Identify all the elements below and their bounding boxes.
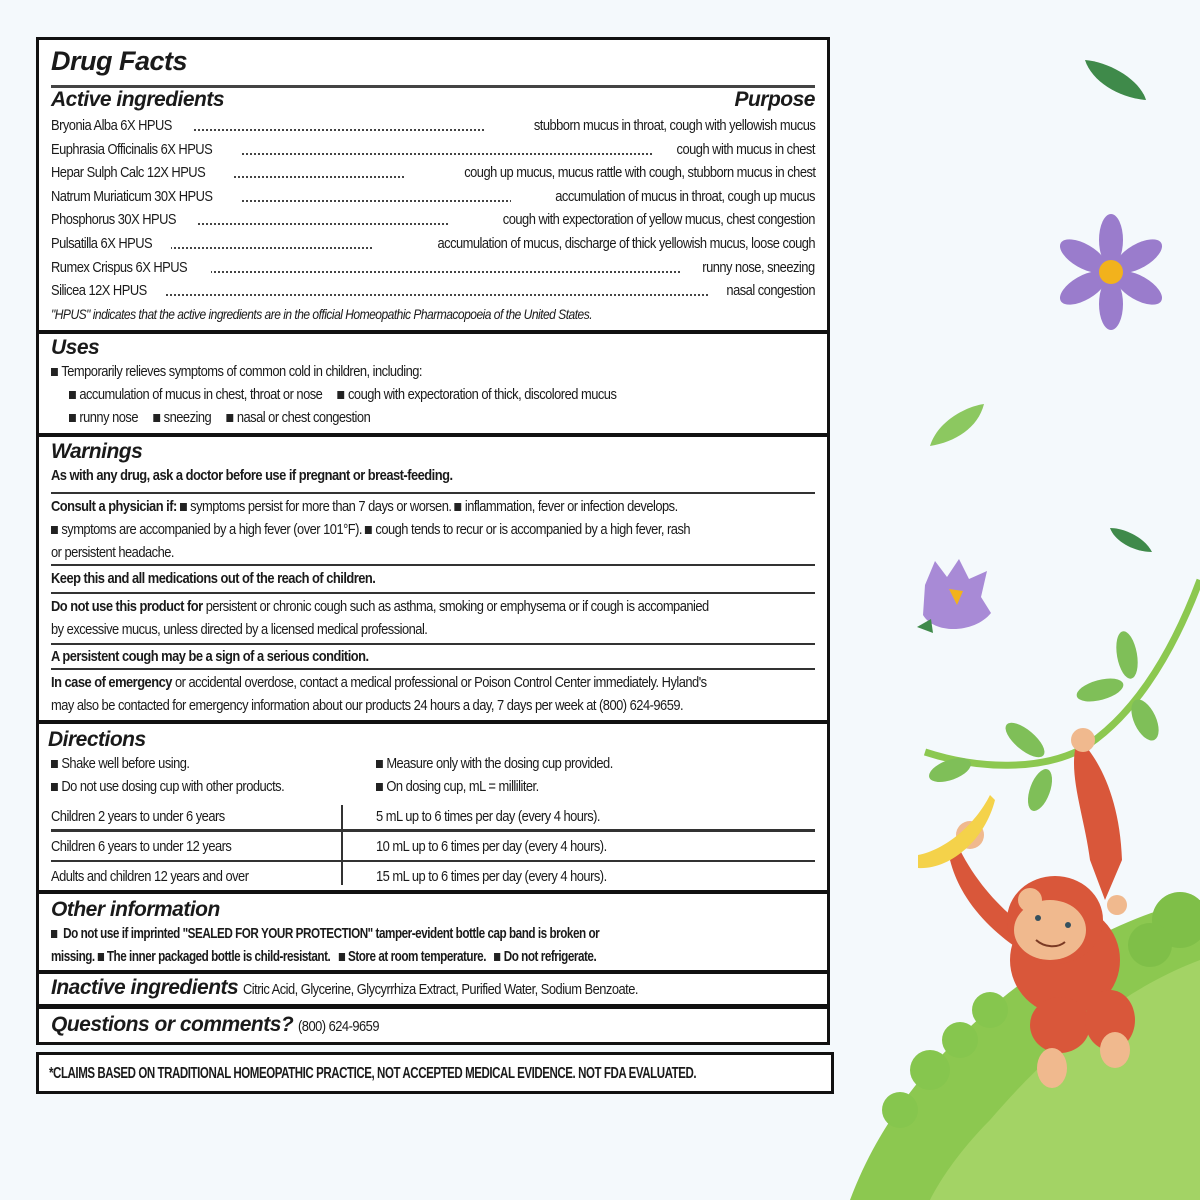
active-ingredients-section bbox=[39, 88, 827, 326]
do-not-use-label: Do not use this product for bbox=[51, 598, 203, 615]
ingredient-row bbox=[51, 185, 815, 209]
ingredient-purpose: runny nose, sneezing bbox=[682, 256, 815, 279]
keep-away-warning: Keep this and all medications out of the reach of children. bbox=[51, 570, 376, 587]
bullet-icon bbox=[376, 783, 383, 791]
flower-bud-icon bbox=[917, 559, 991, 633]
section-divider bbox=[39, 330, 827, 334]
uses-row-1 bbox=[51, 383, 815, 406]
uses-item: accumulation of mucus in chest, throat or nose bbox=[79, 386, 323, 403]
ingredient-row bbox=[51, 256, 815, 280]
emergency-block: In case of emergency or accidental overdose, contact a medical professional or Poison Control Center immediately. Hyland's may also be contacted for emergency information about our products 24 hours a day, 7 days per week at (800) 624-9659. bbox=[51, 674, 707, 714]
uses-heading: Uses bbox=[51, 336, 100, 359]
purpose-heading: Purpose bbox=[734, 88, 815, 111]
uses-item: sneezing bbox=[163, 409, 212, 426]
hpus-footnote: "HPUS" indicates that the active ingredients are in the official Homeopathic Pharmacopoeia of the United States. bbox=[51, 305, 593, 322]
uses-intro: Temporarily relieves symptoms of common cold in children, including: bbox=[51, 360, 815, 383]
bullet-icon bbox=[339, 953, 345, 961]
ingredient-purpose: cough with expectoration of yellow mucus, chest congestion bbox=[450, 208, 815, 231]
section-divider bbox=[39, 890, 827, 894]
bullet-icon bbox=[69, 391, 76, 399]
warning-divider bbox=[51, 564, 815, 566]
disclaimer-box bbox=[36, 1052, 834, 1094]
dosing-row: Adults and children 12 years and over 15 mL up to 6 times per day (every 4 hours). bbox=[51, 868, 607, 885]
other-information-section: Other information Do not use if imprinted "SEALED FOR YOUR PROTECTION" tamper-evident bottle cap band is broken or missing. The inner packaged bottle is child-resistant. Store at room temperature. Do not refrigerate. bbox=[39, 898, 827, 968]
do-not-use-block: Do not use this product for persistent or chronic cough such as asthma, smoking or emphysema or if cough is accompanied by excessive mucus, unless directed by a licensed medical professional. bbox=[51, 598, 709, 638]
questions-heading: Questions or comments? bbox=[51, 1013, 294, 1036]
bullet-icon bbox=[494, 953, 500, 961]
warning-divider bbox=[51, 592, 815, 594]
uses-item: nasal or chest congestion bbox=[236, 409, 371, 426]
warnings-heading: Warnings bbox=[51, 440, 143, 463]
ingredient-purpose: cough with mucus in chest bbox=[652, 138, 815, 161]
drug-facts-title: Drug Facts bbox=[51, 46, 188, 76]
leader-dots bbox=[51, 294, 815, 296]
dosing-divider bbox=[51, 829, 815, 832]
consult-label: Consult a physician if: bbox=[51, 498, 177, 515]
ingredient-name: Natrum Muriaticum 30X HPUS bbox=[51, 185, 241, 208]
leaf-icon bbox=[930, 404, 984, 446]
bullet-icon bbox=[338, 391, 345, 399]
disclaimer-text: *CLAIMS BASED ON TRADITIONAL HOMEOPATHIC PRACTICE, NOT ACCEPTED MEDICAL EVIDENCE. NOT FDA EVALUATED. bbox=[49, 1065, 697, 1082]
flower-icon bbox=[1055, 214, 1167, 330]
ingredient-row bbox=[51, 208, 815, 232]
persistent-cough-block bbox=[39, 645, 827, 668]
dosing-row: Children 6 years to under 12 years 10 mL up to 6 times per day (every 4 hours). bbox=[51, 838, 607, 855]
bullet-icon bbox=[51, 368, 58, 376]
questions-phone: (800) 624-9659 bbox=[297, 1018, 379, 1035]
bullet-icon bbox=[98, 953, 104, 961]
warnings-section bbox=[39, 440, 827, 487]
ingredient-row bbox=[51, 279, 815, 303]
jungle-illustration bbox=[840, 0, 1200, 1200]
dosing-row: Children 2 years to under 6 years 5 mL up to 6 times per day (every 4 hours). bbox=[51, 808, 600, 825]
pregnancy-warning: As with any drug, ask a doctor before use if pregnant or breast-feeding. bbox=[51, 467, 453, 484]
bullet-icon bbox=[51, 783, 58, 791]
bullet-icon bbox=[153, 414, 160, 422]
leaf-icon bbox=[1085, 60, 1146, 100]
inactive-ingredients-text: Citric Acid, Glycerine, Glycyrrhiza Extract, Purified Water, Sodium Benzoate. bbox=[242, 981, 638, 998]
keep-away-block bbox=[39, 567, 827, 590]
other-information-heading: Other information bbox=[51, 898, 220, 921]
leaf-icon bbox=[1110, 528, 1152, 552]
ingredient-row bbox=[51, 138, 815, 162]
ingredient-name: Euphrasia Officinalis 6X HPUS bbox=[51, 138, 240, 161]
bullet-icon bbox=[51, 760, 58, 768]
section-divider bbox=[39, 970, 827, 974]
uses-row-2 bbox=[51, 406, 815, 429]
uses-item: runny nose bbox=[79, 409, 138, 426]
bullet-icon bbox=[69, 414, 76, 422]
ingredient-row bbox=[51, 161, 815, 185]
ingredient-row bbox=[51, 232, 815, 256]
inactive-ingredients-heading: Inactive ingredients bbox=[51, 976, 239, 999]
inactive-ingredients-section bbox=[39, 976, 827, 1001]
bullet-icon bbox=[180, 503, 187, 511]
ingredient-name: Phosphorus 30X HPUS bbox=[51, 208, 198, 231]
section-divider bbox=[39, 720, 827, 724]
ingredient-name: Silicea 12X HPUS bbox=[51, 279, 164, 302]
dosing-divider bbox=[51, 860, 815, 862]
active-ingredients-heading: Active ingredients bbox=[51, 88, 225, 111]
bullet-icon bbox=[227, 414, 234, 422]
questions-panel bbox=[36, 1006, 830, 1045]
ingredient-row bbox=[51, 114, 815, 138]
section-divider bbox=[39, 433, 827, 437]
drug-facts-panel bbox=[36, 37, 830, 1015]
ingredient-name: Bryonia Alba 6X HPUS bbox=[51, 114, 194, 137]
bullet-icon bbox=[455, 503, 462, 511]
directions-section: Directions Shake well before using. Do not use dosing cup with other products. Measure only with the dosing cup provided. On dosing cup, mL = milliliter. bbox=[39, 728, 827, 798]
directions-heading: Directions bbox=[48, 728, 146, 751]
ingredient-name: Hepar Sulph Calc 12X HPUS bbox=[51, 161, 232, 184]
warning-divider bbox=[51, 492, 815, 494]
ingredient-list bbox=[51, 114, 815, 303]
ingredient-purpose: accumulation of mucus in throat, cough up mucus bbox=[511, 185, 815, 208]
persistent-cough-warning: A persistent cough may be a sign of a serious condition. bbox=[51, 648, 369, 665]
bullet-icon bbox=[365, 526, 372, 534]
emergency-label: In case of emergency bbox=[51, 674, 172, 691]
ingredient-purpose: stubborn mucus in throat, cough with yellowish mucus bbox=[486, 114, 815, 137]
ingredient-purpose: cough up mucus, mucus rattle with cough, stubborn mucus in chest bbox=[405, 161, 816, 184]
ingredient-name: Pulsatilla 6X HPUS bbox=[51, 232, 171, 255]
warning-divider bbox=[51, 668, 815, 670]
drug-facts-title-block bbox=[39, 46, 827, 77]
uses-section bbox=[39, 336, 827, 429]
uses-item: cough with expectoration of thick, discolored mucus bbox=[347, 386, 617, 403]
bullet-icon bbox=[51, 526, 58, 534]
ingredient-name: Rumex Crispus 6X HPUS bbox=[51, 256, 211, 279]
ingredient-purpose: nasal congestion bbox=[710, 279, 815, 302]
bullet-icon bbox=[51, 930, 57, 938]
bullet-icon bbox=[376, 760, 383, 768]
ingredient-purpose: accumulation of mucus, discharge of thick yellowish mucus, loose cough bbox=[374, 232, 815, 255]
consult-physician-block: Consult a physician if: symptoms persist for more than 7 days or worsen. inflammation, fever or infection develops. symptoms are accompanied by a high fever (over 101°F). cough tends to recur or is accompanied by a high fever, rash or persistent headache. bbox=[51, 498, 691, 561]
